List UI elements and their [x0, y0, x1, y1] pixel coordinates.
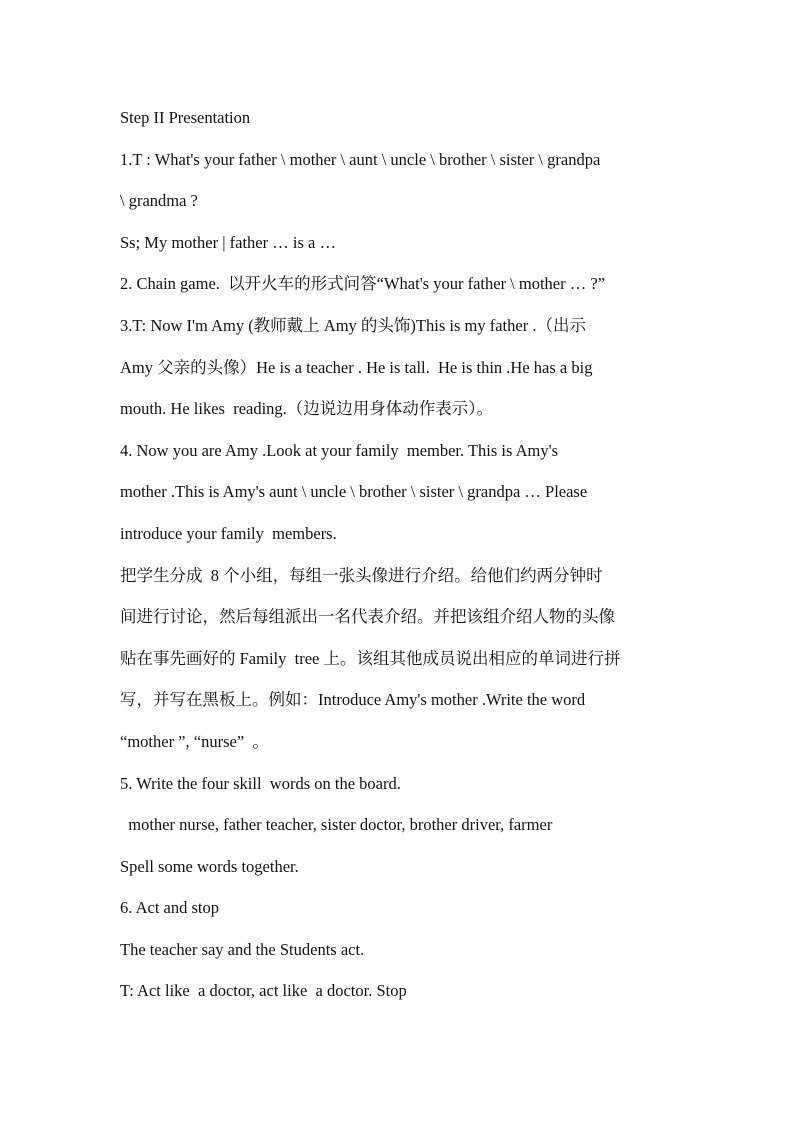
- text-line: Ss; My mother | father … is a …: [120, 232, 336, 252]
- text-line: \ grandma ?: [120, 191, 198, 211]
- text-line: The teacher say and the Students act.: [120, 939, 365, 959]
- text-line: 1.T : What's your father \ mother \ aunt \ uncle \ brother \ sister \ grandpa: [120, 149, 601, 169]
- text-line: Amy 父亲的头像）He is a teacher . He is tall. He is thin .He has a big: [120, 357, 593, 377]
- text-line: 贴在事先画好的 Family tree 上。该组其他成员说出相应的单词进行拼: [120, 648, 621, 668]
- document-body: [120, 97, 680, 1012]
- text-line: 把学生分成 8 个小组，每组一张头像进行介绍。给他们约两分钟时: [120, 565, 603, 585]
- text-line: T: Act like a doctor, act like a doctor. Stop: [120, 981, 407, 1001]
- text-line: 写，并写在黑板上。例如：Introduce Amy's mother .Write the word: [120, 690, 586, 710]
- text-line: 4. Now you are Amy .Look at your family member. This is Amy's: [120, 440, 559, 460]
- text-line: 间进行讨论，然后每组派出一名代表介绍。并把该组介绍人物的头像: [120, 607, 615, 627]
- text-line: mouth. He likes reading.（边说边用身体动作表示）。: [120, 399, 494, 419]
- section-heading: Step II Presentation: [120, 108, 251, 127]
- text-line: 6. Act and stop: [120, 898, 219, 918]
- text-line: 5. Write the four skill words on the board.: [120, 773, 401, 793]
- text-line: Spell some words together.: [120, 856, 299, 876]
- text-line: mother nurse, father teacher, sister doctor, brother driver, farmer: [120, 815, 553, 835]
- text-line: mother .This is Amy's aunt \ uncle \ brother \ sister \ grandpa … Please: [120, 482, 588, 502]
- text-line: 3.T: Now I'm Amy (教师戴上 Amy 的头饰)This is my father .（出示: [120, 315, 586, 335]
- text-line: introduce your family members.: [120, 523, 337, 543]
- text-line: 2. Chain game. 以开火车的形式问答“What's your father \ mother … ?”: [120, 274, 606, 294]
- text-line: “mother ”, “nurse” 。: [120, 731, 269, 751]
